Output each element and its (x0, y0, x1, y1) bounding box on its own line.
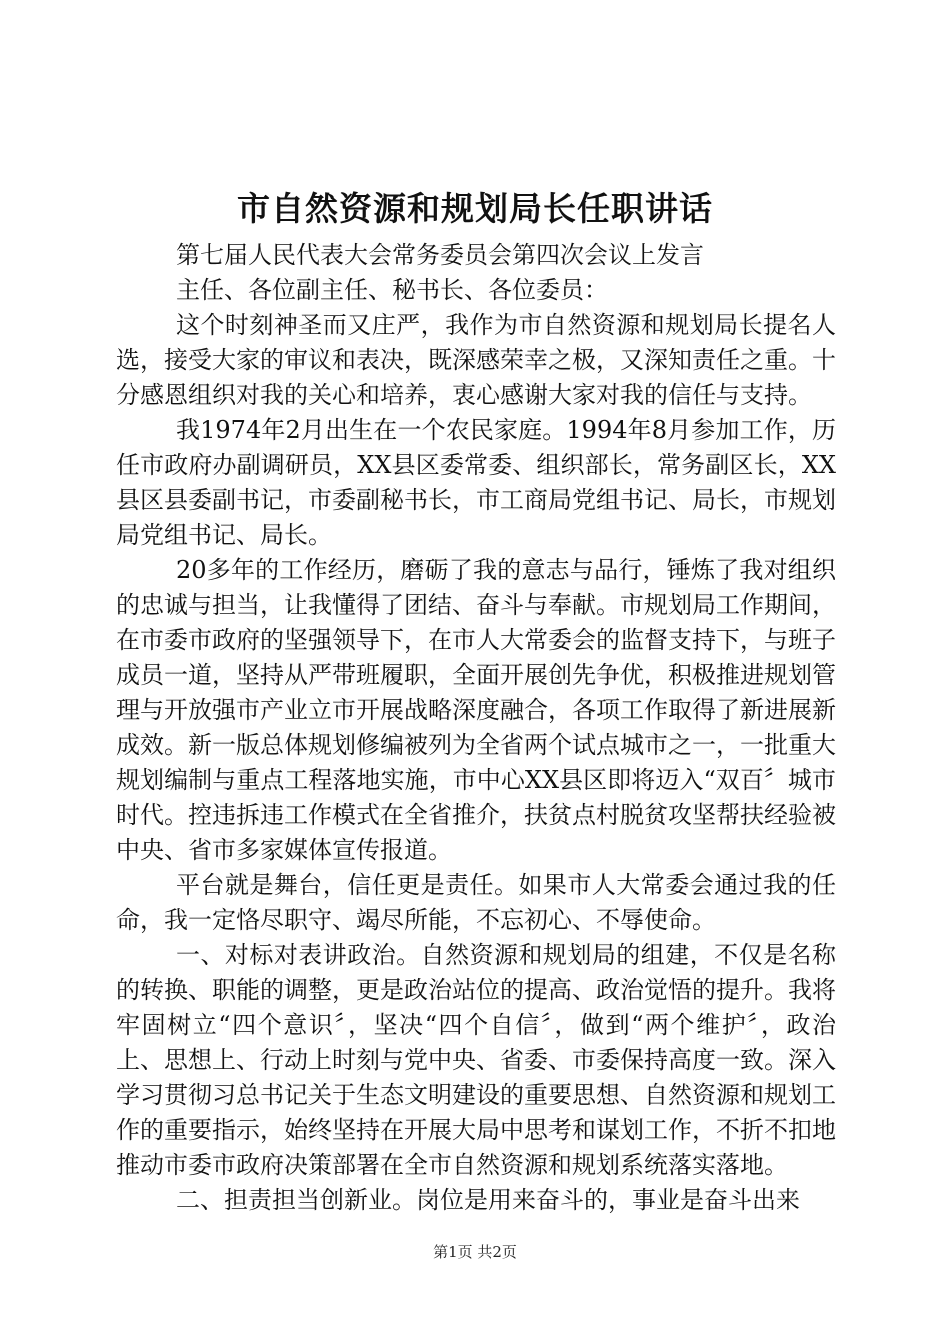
paragraph: 我1974年2月出生在一个农民家庭。1994年8月参加工作，历任市政府办副调研员，XX县区委常委、组织部长，常务副区长，XX县区县委副书记，市委副秘书长，市工商局党组书记、局长，市规划局党组书记、局长。 (116, 416, 836, 549)
paragraph: 20多年的工作经历，磨砺了我的意志与品行，锤炼了我对组织的忠诚与担当，让我懂得了团结、奋斗与奉献。市规划局工作期间，在市委市政府的坚强领导下，在市人大常委会的监督支持下，与班子成员一道，坚持从严带班履职，全面开展创先争优，积极推进规划管理与开放强市产业立市开展战略深度融合，各项工作取得了新进展新成效。新一版总体规划修编被列为全省两个试点城市之一，一批重大规划编制与重点工程落地实施，市中心XX县区即将迈入“双百〞城市时代。控违拆违工作模式在全省推介，扶贫点村脱贫攻坚帮扶经验被中央、省市多家媒体宣传报道。 (116, 556, 836, 864)
subtitle-line: 第七届人民代表大会常务委员会第四次会议上发言 (176, 241, 704, 269)
paragraph: 平台就是舞台，信任更是责任。如果市人大常委会通过我的任命，我一定恪尽职守、竭尽所能，不忘初心、不辱使命。 (116, 871, 836, 934)
salutation-line: 主任、各位副主任、秘书长、各位委员： (176, 276, 608, 304)
document-title: 市自然资源和规划局长任职讲话 (237, 189, 713, 228)
page-footer: 第1页 共2页 (433, 1243, 517, 1261)
paragraph: 这个时刻神圣而又庄严，我作为市自然资源和规划局长提名人选，接受大家的审议和表决，既深感荣幸之极，又深知责任之重。十分感恩组织对我的关心和培养，衷心感谢大家对我的信任与支持。 (116, 311, 836, 409)
document-body (116, 238, 836, 1218)
paragraph: 一、对标对表讲政治。自然资源和规划局的组建，不仅是名称的转换、职能的调整，更是政治站位的提高、政治觉悟的提升。我将牢固树立“四个意识〞，坚决“四个自信〞，做到“两个维护〞，政治上、思想上、行动上时刻与党中央、省委、市委保持高度一致。深入学习贯彻习总书记关于生态文明建设的重要思想、自然资源和规划工作的重要指示，始终坚持在开展大局中思考和谋划工作，不折不扣地推动市委市政府决策部署在全市自然资源和规划系统落实落地。 (116, 941, 836, 1179)
paragraph: 二、担责担当创新业。岗位是用来奋斗的，事业是奋斗出来 (176, 1186, 800, 1214)
